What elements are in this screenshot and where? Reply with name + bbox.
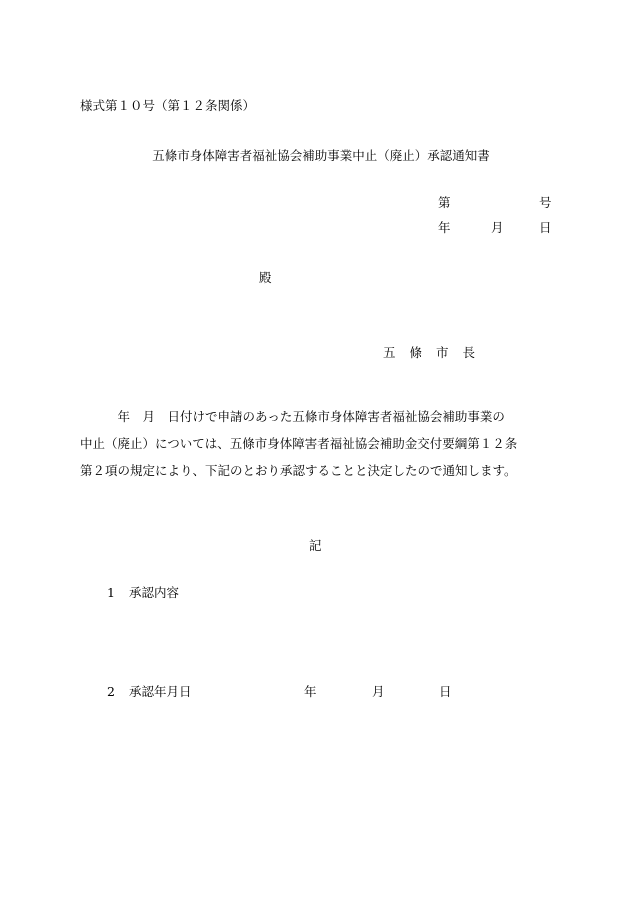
approval-date-month: 月	[372, 684, 385, 699]
doc-number-dai: 第	[438, 195, 451, 210]
approval-date-year: 年	[304, 684, 317, 699]
sender-char: 條	[409, 345, 423, 360]
body-text-line: 中止（廃止）については、五條市身体障害者福祉協会補助金交付要綱第１２条	[80, 436, 518, 451]
body-text-line: 第２項の規定により、下記のとおり承認することと決定したので通知します。	[80, 463, 517, 478]
sender-char: 市	[436, 345, 449, 360]
date-day: 日	[539, 220, 552, 235]
date-month: 月	[491, 220, 504, 235]
approval-date-day: 日	[439, 684, 452, 699]
addressee-suffix: 殿	[259, 270, 272, 285]
item-number: 2	[107, 684, 115, 699]
form-number: 様式第１０号（第１２条関係）	[80, 98, 256, 113]
item-number: 1	[107, 585, 115, 600]
sender	[383, 347, 475, 360]
date-year: 年	[438, 220, 451, 235]
sender-char: 長	[462, 345, 476, 360]
item-label-approval-content: 承認内容	[129, 585, 180, 600]
item-label-approval-date: 承認年月日	[129, 684, 192, 699]
ki-heading: 記	[309, 538, 322, 553]
document-title: 五條市身体障害者福祉協会補助事業中止（廃止）承認通知書	[152, 148, 490, 163]
sender-char: 五	[383, 345, 396, 360]
body-text-line: 年 月 日付けで申請のあった五條市身体障害者福祉協会補助事業の	[80, 409, 505, 424]
doc-number-go: 号	[539, 195, 552, 210]
